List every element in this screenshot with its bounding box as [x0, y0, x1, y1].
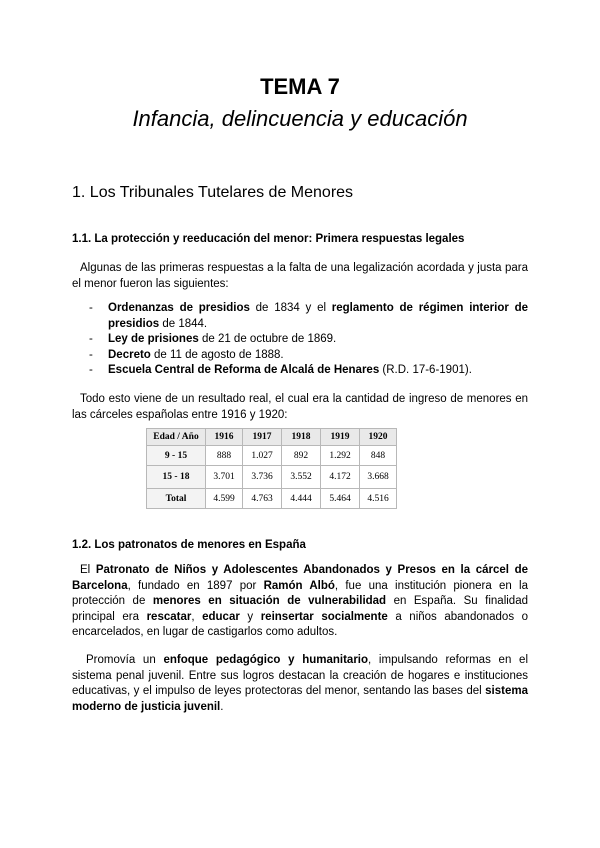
- table-header-cell: 1916: [206, 429, 243, 446]
- patronato-paragraph: El Patronato de Niños y Adolescentes Abandonados y Presos en la cárcel de Barcelona, fundado en 1897 por Ramón Albó, fue una institución pionera en la protección de menores en situación de vulnerabilidad en España. Su finalidad principal era rescatar, educar y reinsertar socialmente a niños abandonados o encarcelados, en lugar de castigarlos como adultos.: [72, 564, 529, 638]
- juvenile-prison-table: [146, 428, 397, 509]
- table-cell: 1.027: [243, 446, 282, 466]
- list-item: - Ley de prisiones de 21 de octubre de 1869.: [72, 332, 528, 348]
- table-header-row: [147, 429, 397, 446]
- dash-bullet: -: [89, 364, 93, 376]
- dash-bullet: -: [89, 302, 93, 314]
- table-cell: 3.701: [206, 466, 243, 489]
- table-cell: 888: [206, 446, 243, 466]
- after-list-paragraph: Todo esto viene de un resultado real, el cual era la cantidad de ingreso de menores en las cárceles españolas entre 1916 y 1920:: [72, 393, 528, 421]
- table-cell: 892: [282, 446, 321, 466]
- table-row: [147, 446, 397, 466]
- table-cell: 848: [360, 446, 397, 466]
- table-cell: 5.464: [321, 489, 360, 509]
- table-row: [147, 489, 397, 509]
- list-item: - Ordenanzas de presidios de 1834 y el reglamento de régimen interior de presidios de 1844.: [89, 302, 528, 330]
- table-header-cell: 1920: [360, 429, 397, 446]
- table-cell: 4.172: [321, 466, 360, 489]
- table-cell: 4.763: [243, 489, 282, 509]
- table-row-label: Total: [147, 489, 206, 509]
- table-cell: 4.599: [206, 489, 243, 509]
- table-row-label: 9 - 15: [147, 446, 206, 466]
- table-cell: 3.736: [243, 466, 282, 489]
- table-cell: 3.668: [360, 466, 397, 489]
- table-row-label: 15 - 18: [147, 466, 206, 489]
- section-heading: 1. Los Tribunales Tutelares de Menores: [72, 184, 354, 201]
- list-item: - Escuela Central de Reforma de Alcalá de Henares (R.D. 17-6-1901).: [72, 363, 528, 379]
- list-item: - Decreto de 11 de agosto de 1888.: [72, 348, 528, 364]
- page-subtitle: Infancia, delincuencia y educación: [132, 106, 468, 131]
- page-title: TEMA 7: [260, 74, 340, 99]
- dash-bullet: -: [89, 348, 93, 361]
- subsection-heading-1-1: 1.1. La protección y reeducación del menor: Primera respuestas legales: [72, 233, 465, 245]
- dash-bullet: -: [89, 333, 93, 345]
- table-row: [147, 466, 397, 489]
- intro-paragraph: Algunas de las primeras respuestas a la falta de una legalización acordada y justa para el menor fueron las siguientes:: [72, 262, 528, 290]
- table-header-cell: Edad / Año: [147, 429, 206, 446]
- table-cell: 4.444: [282, 489, 321, 509]
- table-header-cell: 1918: [282, 429, 321, 446]
- table-header-cell: 1917: [243, 429, 282, 446]
- enfoque-paragraph: Promovía un enfoque pedagógico y humanitario, impulsando reformas en el sistema penal juvenil. Entre sus logros destacan la creación de hogares e instituciones educativas, y el impulso de leyes protectoras del menor, sentando las bases del sistema moderno de justicia juvenil.: [72, 654, 528, 713]
- table-cell: 3.552: [282, 466, 321, 489]
- table-cell: 1.292: [321, 446, 360, 466]
- subsection-heading-1-2: 1.2. Los patronatos de menores en España: [72, 539, 306, 551]
- table-header-cell: 1919: [321, 429, 360, 446]
- table-cell: 4.516: [360, 489, 397, 509]
- legal-list: [72, 301, 528, 379]
